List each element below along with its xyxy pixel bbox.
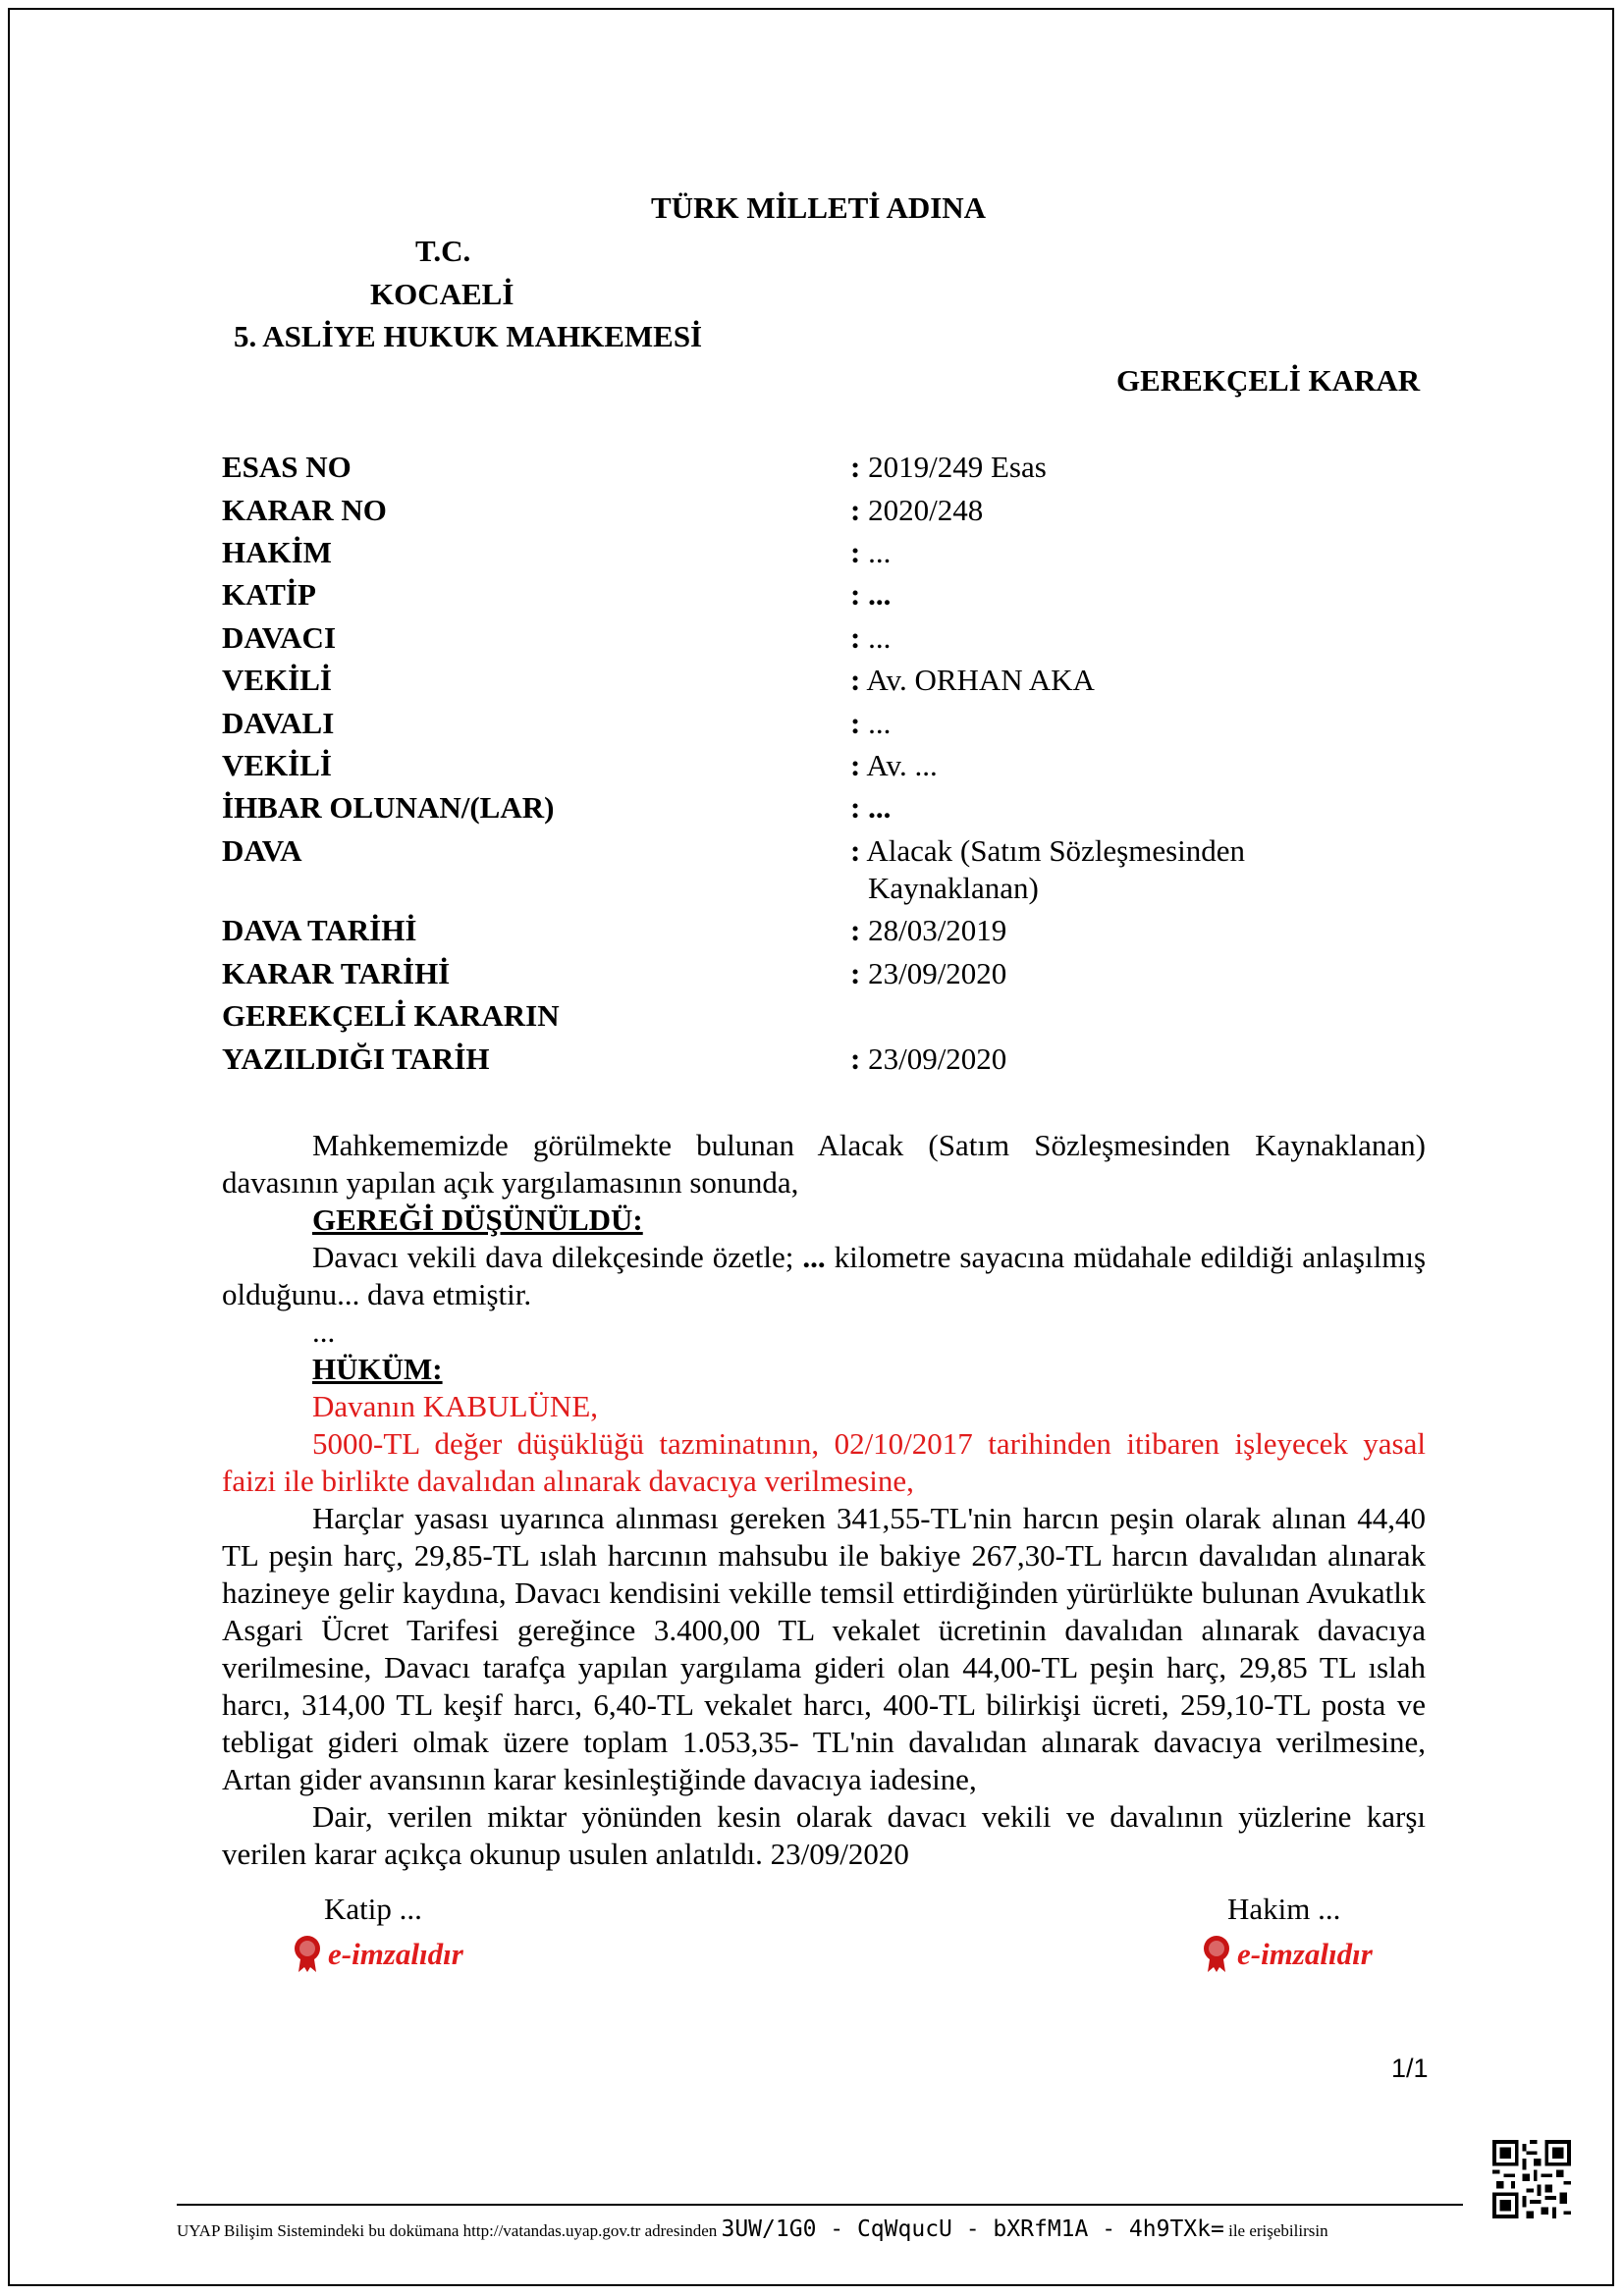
footer-divider <box>177 2204 1463 2206</box>
karar-no-label: KARAR NO <box>222 493 387 527</box>
davaci-value: : ... <box>850 620 892 655</box>
ellipsis-line: ... <box>312 1314 336 1349</box>
city-heading: KOCAELİ <box>370 277 514 311</box>
tc-heading: T.C. <box>415 234 471 268</box>
hukum-heading-row <box>222 1351 1426 1388</box>
verdict-acceptance: Davanın KABULÜNE, <box>312 1389 599 1423</box>
dava-tarihi-value: : 28/03/2019 <box>850 913 1007 947</box>
decision-body <box>222 1127 1426 1873</box>
intro-paragraph: Mahkememizde görülmekte bulunan Alacak (Satım Sözleşmesinden Kaynaklanan) davasının yapılan açık yargılamasının sonunda, <box>222 1128 1426 1200</box>
gerekceli-label-line2: YAZILDIĞI TARİH <box>222 1041 490 1076</box>
hukum-heading: HÜKÜM: <box>312 1352 443 1386</box>
hakim-signature-label: Hakim ... <box>1227 1892 1341 1926</box>
dava-label: DAVA <box>222 833 302 868</box>
verdict-compensation: 5000-TL değer düşüklüğü tazminatının, 02/10/2017 tarihinden itibaren işleyecek yasal faizi ile birlikte davalıdan alınarak davacıya verilmesine, <box>222 1426 1426 1498</box>
katip-label: KATİP <box>222 577 316 612</box>
karar-tarihi-value: : 23/09/2020 <box>850 956 1007 990</box>
dava-value-line1: : Alacak (Satım Sözleşmesinden <box>850 833 1246 868</box>
davali-value: : ... <box>850 706 892 740</box>
verification-code: 3UW/1G0 - CqWqucU - bXRfM1A - 4h9TXk= <box>721 2216 1224 2242</box>
vekili-1-value: : Av. ORHAN AKA <box>850 663 1095 697</box>
footer-suffix: ile erişebilirsin <box>1228 2221 1328 2240</box>
dava-value-line2: Kaynaklanan) <box>868 871 1039 905</box>
gerekceli-value: : 23/09/2020 <box>850 1041 1007 1076</box>
hakim-value: : ... <box>850 535 892 569</box>
dava-tarihi-label: DAVA TARİHİ <box>222 913 417 947</box>
gerege-heading-row <box>222 1201 1426 1239</box>
karar-no-value: : 2020/248 <box>850 493 984 527</box>
red-seal-icon <box>1200 1934 1233 1981</box>
davali-label: DAVALI <box>222 706 335 740</box>
page-number: 1/1 <box>1391 2054 1429 2083</box>
claim-paragraph: Davacı vekili dava dilekçesinde özetle; ... kilometre sayacına müdahale edildiği anlaşılmış olduğunu... dava etmiştir. <box>222 1240 1427 1311</box>
document-type: GEREKÇELİ KARAR <box>1116 363 1421 398</box>
footer-verification <box>177 2216 1328 2242</box>
vekili-2-label: VEKİLİ <box>222 748 332 782</box>
red-seal-icon <box>291 1934 324 1981</box>
hakim-label: HAKİM <box>222 535 332 569</box>
ihbar-value: : ... <box>850 790 892 825</box>
footer-prefix: UYAP Bilişim Sistemindeki bu dokümana http://vatandas.uyap.gov.tr adresinden <box>177 2221 718 2240</box>
esas-no-value: : 2019/249 Esas <box>850 450 1047 484</box>
vekili-2-value: : Av. ... <box>850 748 938 782</box>
costs-paragraph: Harçlar yasası uyarınca alınması gereken 341,55-TL'nin harcın peşin olarak alınan 44,40 TL peşin harç, 29,85-TL ıslah harcının mahsubu ile bakiye 267,30-TL harcın davalıdan alınarak hazineye gelir kaydına, Davacı kendisini vekille temsil ettirdiğinden yürürlükte bulunan Avukatlık Asgari Ücret Tarifesi gereğince 3.400,00 TL vekalet ücretinin davalıdan alınarak davacıya verilmesine, Davacı tarafça yapılan yargılama gideri olan 44,00-TL peşin harç, 29,85 TL ıslah harcı, 314,00 TL keşif harcı, 6,40-TL vekalet harcı, 400-TL bilirkişi ücreti, 259,10-TL posta ve tebligat gideri olmak üzere toplam 1.053,35- TL'nin davalıdan alınarak davacıya verilmesine, Artan gider avansının karar kesinleştiğinde davacıya iadesine, <box>222 1501 1426 1796</box>
katip-esign: e-imzalıdır <box>291 1934 463 1981</box>
court-heading: 5. ASLİYE HUKUK MAHKEMESİ <box>234 319 703 353</box>
karar-tarihi-label: KARAR TARİHİ <box>222 956 451 990</box>
katip-signature-label: Katip ... <box>324 1892 422 1926</box>
qr-code-icon <box>1492 2140 1571 2218</box>
hakim-esign: e-imzalıdır <box>1200 1934 1373 1981</box>
davaci-label: DAVACI <box>222 620 337 655</box>
katip-value: : ... <box>850 577 892 612</box>
closing-paragraph: Dair, verilen miktar yönünden kesin olarak davacı vekili ve davalının yüzlerine karşı verilen karar açıkça okunup usulen anlatıldı. 23/09/2020 <box>222 1799 1426 1871</box>
gerekceli-label-line1: GEREKÇELİ KARARIN <box>222 998 560 1033</box>
nation-heading: TÜRK MİLLETİ ADINA <box>651 190 987 225</box>
ihbar-label: İHBAR OLUNAN/(LAR) <box>222 790 555 825</box>
vekili-1-label: VEKİLİ <box>222 663 332 697</box>
esas-no-label: ESAS NO <box>222 450 352 484</box>
gerege-dusunuldu-heading: GEREĞİ DÜŞÜNÜLDÜ: <box>312 1202 643 1237</box>
